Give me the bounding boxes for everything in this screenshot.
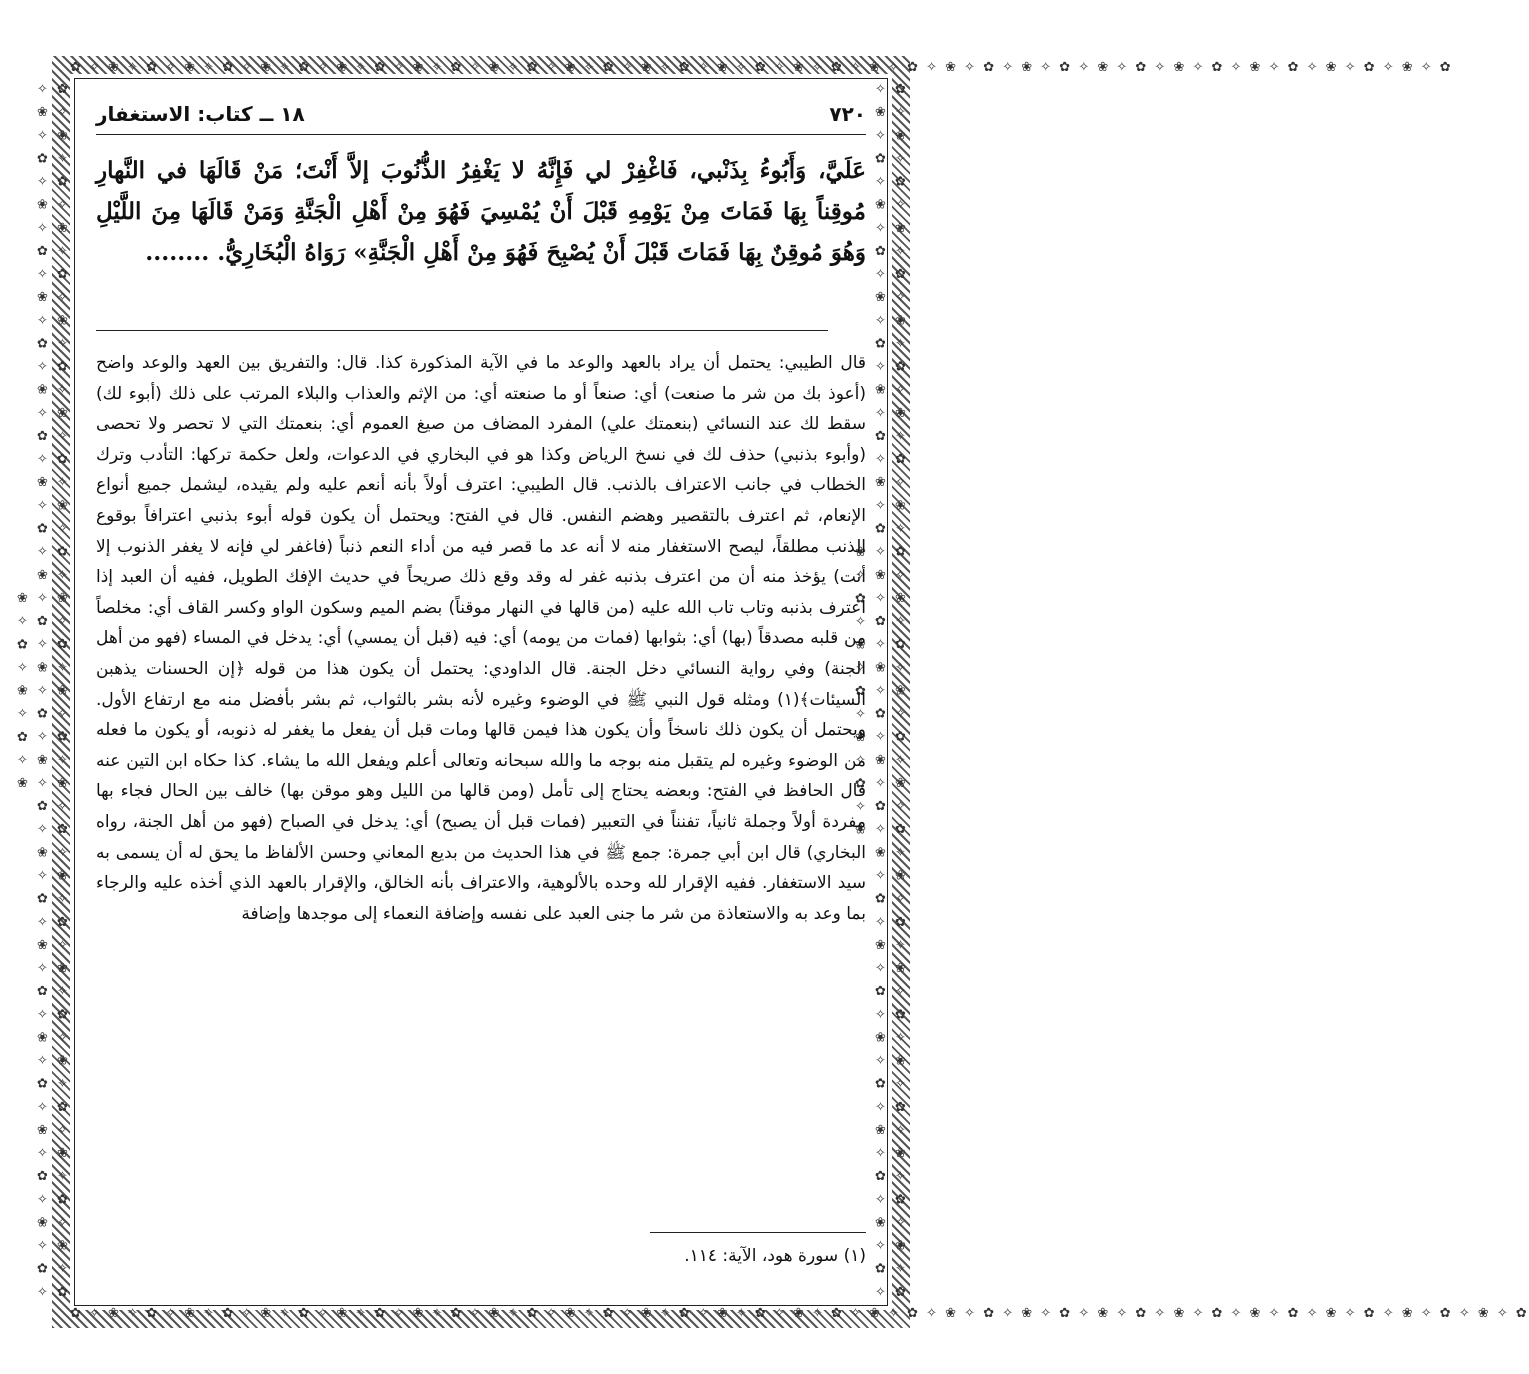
footnote-divider <box>650 1232 866 1233</box>
chapter-title: ١٨ ــ كتاب: الاستغفار <box>96 102 305 126</box>
commentary-text: قال الطيبي: يحتمل أن يراد بالعهد والوعد ما في الآية المذكورة كذا. قال: والتفريق بين العهد والوعد واضح (أعوذ بك من شر ما صنعت) أي: صنعاً أو ما صنعته أي: من الإثم والعذاب والبلاء المرتب على ذلك (أبوء لك) سقط لك عند النسائي (بنعمتك علي) المفرد المضاف من صيغ العموم أي: بنعمتك التي لا تحصر ولا تحصى (وأبوء بذنبي) حذف لك في نسخ الرياض وكذا هو في البخاري في الدعوات، ولعل حكمة تركها: التأدب وترك الخطاب في جانب الاعتراف بالذنب. قال الطيبي: اعترف أولاً بأنه أنعم عليه ولم يقيده، ليشمل جميع أنواع الإنعام، ثم اعترف بالتقصير وهضم النفس. قال في الفتح: ويحتمل أن يكون قوله أبوء بذنبي اعترافاً بوقوع الذنب مطلقاً، ليصح الاستغفار منه لا أنه عد ما قصر فيه من أداء النعم ذنباً (فاغفر لي فإنه لا يغفر الذنوب إلا أنت) يؤخذ منه أن من اعترف بذنبه غفر له وقد وقع ذلك صريحاً في حديث الإفك الطويل، ففيه أن العبد إذا اعترف بذنبه وتاب تاب الله عليه (من قالها في النهار موقناً) بضم الميم وسكون الواو وكسر القاف أي: مخلصاً من قلبه مصدقاً (بها) أي: بثوابها (فمات من يومه) أي: فيه (قبل أن يمسي) أي: يدخل في المساء (فهو من أهل الجنة) وفي رواية النسائي دخل الجنة. قال الداودي: يحتمل أن يكون هذا من قوله ﴿إن الحسنات يذهبن السيئات﴾(١) ومثله قول النبي ﷺ في الوضوء وغيره لأنه بشر بالثواب، ثم بشر بأفضل منه مع ارتفاع الأول. ويحتمل أن يكون ذلك ناسخاً وأن يكون هذا فيمن قالها ومات قبل أن يفعل ما يغفر له ذنوبه، أو يكون ما فعله من الوضوء وغيره لم يتقبل منه بوجه ما والله سبحانه وتعالى أعلم ويفعل الله ما يشاء. كذا حكاه ابن التين عنه قال الحافظ في الفتح: وبعضه يحتاج إلى تأمل (ومن قالها من الليل وهو موقن بها) خالف بين الحال فجاء بها مفردة أولاً وجملة ثانياً، تفنناً في التعبير (فمات قبل أن يصبح) أي: يدخل في الصباح (فهو من أهل الجنة، رواه البخاري) قال ابن أبي جمرة: جمع ﷺ في هذا الحديث من بديع المعاني وحسن الألفاظ ما يحق له أن يسمى به سيد الاستغفار. ففيه الإقرار لله وحده بالألوهية، والاعتراف بأنه الخالق، والإقرار بالعهد الذي أخذه عليه والرجاء بما وعد به والاستعاذة من شر ما جنى العبد على نفسه وإضافة النعماء إلى موجدها وإضافة <box>96 353 866 924</box>
hadith-text: عَلَيَّ، وَأَبُوءُ بِذَنْبي، فَاغْفِرْ لي فَإِنَّهُ لا يَغْفِرُ الذُّنُوبَ إلاَّ أَنْتَ؛ مَنْ قَالَهَا في النَّهارِ مُوقِناً بِهَا فَمَاتَ مِنْ يَوْمِهِ قَبْلَ أَنْ يُمْسِيَ فَهُوَ مِنْ أَهْلِ الْجَنَّةِ وَمَنْ قَالَهَا مِنَ اللَّيْلِ وَهُوَ مُوقِنٌ بِهَا فَمَاتَ قَبْلَ أَنْ يُصْبِحَ فَهُوَ مِنْ أَهْلِ الْجَنَّةِ» رَوَاهُ الْبُخَارِيُّ. ........ <box>96 157 866 266</box>
border-ornament-top: ✿ ✧ ❀ ✧ ✿ ✧ ❀ ✧ ✿ ✧ ❀ ✧ ✿ ✧ ❀ ✧ ✿ ✧ ❀ ✧ ✿ ✧ ❀ ✧ ✿ ✧ ❀ ✧ ✿ ✧ ❀ ✧ ✿ ✧ ❀ ✧ ✿ ✧ ❀ ✧ ✿ ✧ ❀ ✧ ✿ ✧ ❀ ✧ ✿ ✧ ❀ ✧ ✿ ✧ ❀ ✧ ✿ ✧ ❀ ✧ ✿ ✧ ❀ ✧ ✿ ✧ ❀ ✧ ✿ ✧ ❀ ✧ ✿ <box>70 60 1453 75</box>
border-ornament-left: ✿ ✧ ❀ ✧ ✿ ✧ ❀ ✧ ✿ ✧ ❀ ✧ ✿ ✧ ❀ ✧ ✿ ✧ ❀ ✧ ✿ ✧ ❀ ✧ ✿ ✧ ❀ ✧ ✿ ✧ ❀ ✧ ✿ ✧ ❀ ✧ ✿ ✧ ❀ ✧ ✿ ✧ ❀ ✧ ✿ ✧ ❀ ✧ ✿ ✧ ❀ ✧ ✿ ✧ ❀ ✧ ✿ ✧ ❀ ✧ ✿ ✧ ❀ ✧ ✿ ✧ ❀ ✧ ✿ ✧ ❀ ✧ ✿ ✧ ❀ ✧ ✿ ✧ ❀ ✧ ✿ ✧ ❀ ✧ ✿ ✧ ❀ ✧ ✿ ✧ ❀ ✧ ✿ ✧ ❀ ✧ ✿ ✧ ❀ ✧ ✿ ✧ ❀ ✧ ✿ ✧ ❀ ✧ ✿ ✧ ❀ ✧ ✿ ✧ ❀ <box>15 82 70 1302</box>
page-header <box>96 98 866 132</box>
border-ornament-bottom: ✿ ✧ ❀ ✧ ✿ ✧ ❀ ✧ ✿ ✧ ❀ ✧ ✿ ✧ ❀ ✧ ✿ ✧ ❀ ✧ ✿ ✧ ❀ ✧ ✿ ✧ ❀ ✧ ✿ ✧ ❀ ✧ ✿ ✧ ❀ ✧ ✿ ✧ ❀ ✧ ✿ ✧ ❀ ✧ ✿ ✧ ❀ ✧ ✿ ✧ ❀ ✧ ✿ ✧ ❀ ✧ ✿ ✧ ❀ ✧ ✿ ✧ ❀ ✧ ✿ ✧ ❀ ✧ ✿ ✧ ❀ ✧ ✿ ✧ ❀ ✧ ✿ <box>70 1306 1529 1321</box>
footnote: (١) سورة هود، الآية: ١١٤. <box>684 1246 866 1266</box>
border-ornament-right: ✿ ✧ ❀ ✧ ✿ ✧ ❀ ✧ ✿ ✧ ❀ ✧ ✿ ✧ ❀ ✧ ✿ ✧ ❀ ✧ ✿ ✧ ❀ ✧ ✿ ✧ ❀ ✧ ✿ ✧ ❀ ✧ ✿ ✧ ❀ ✧ ✿ ✧ ❀ ✧ ✿ ✧ ❀ ✧ ✿ ✧ ❀ ✧ ✿ ✧ ❀ ✧ ✿ ✧ ❀ ✧ ✿ ✧ ❀ ✧ ✿ ✧ ❀ ✧ ✿ ✧ ❀ ✧ ✿ ✧ ❀ ✧ ✿ ✧ ❀ ✧ ✿ ✧ ❀ ✧ ✿ ✧ ❀ ✧ ✿ ✧ ❀ ✧ ✿ ✧ ❀ ✧ ✿ ✧ ❀ ✧ ✿ ✧ ❀ ✧ ✿ ✧ ❀ ✧ ✿ ✧ ❀ ✧ ✿ ✧ ❀ ✧ ✿ ✧ ❀ ✧ ✿ ✧ ❀ <box>853 82 908 1302</box>
header-divider <box>96 134 866 135</box>
page-number: ٧٢٠ <box>829 102 866 126</box>
hadith-divider <box>96 330 828 331</box>
